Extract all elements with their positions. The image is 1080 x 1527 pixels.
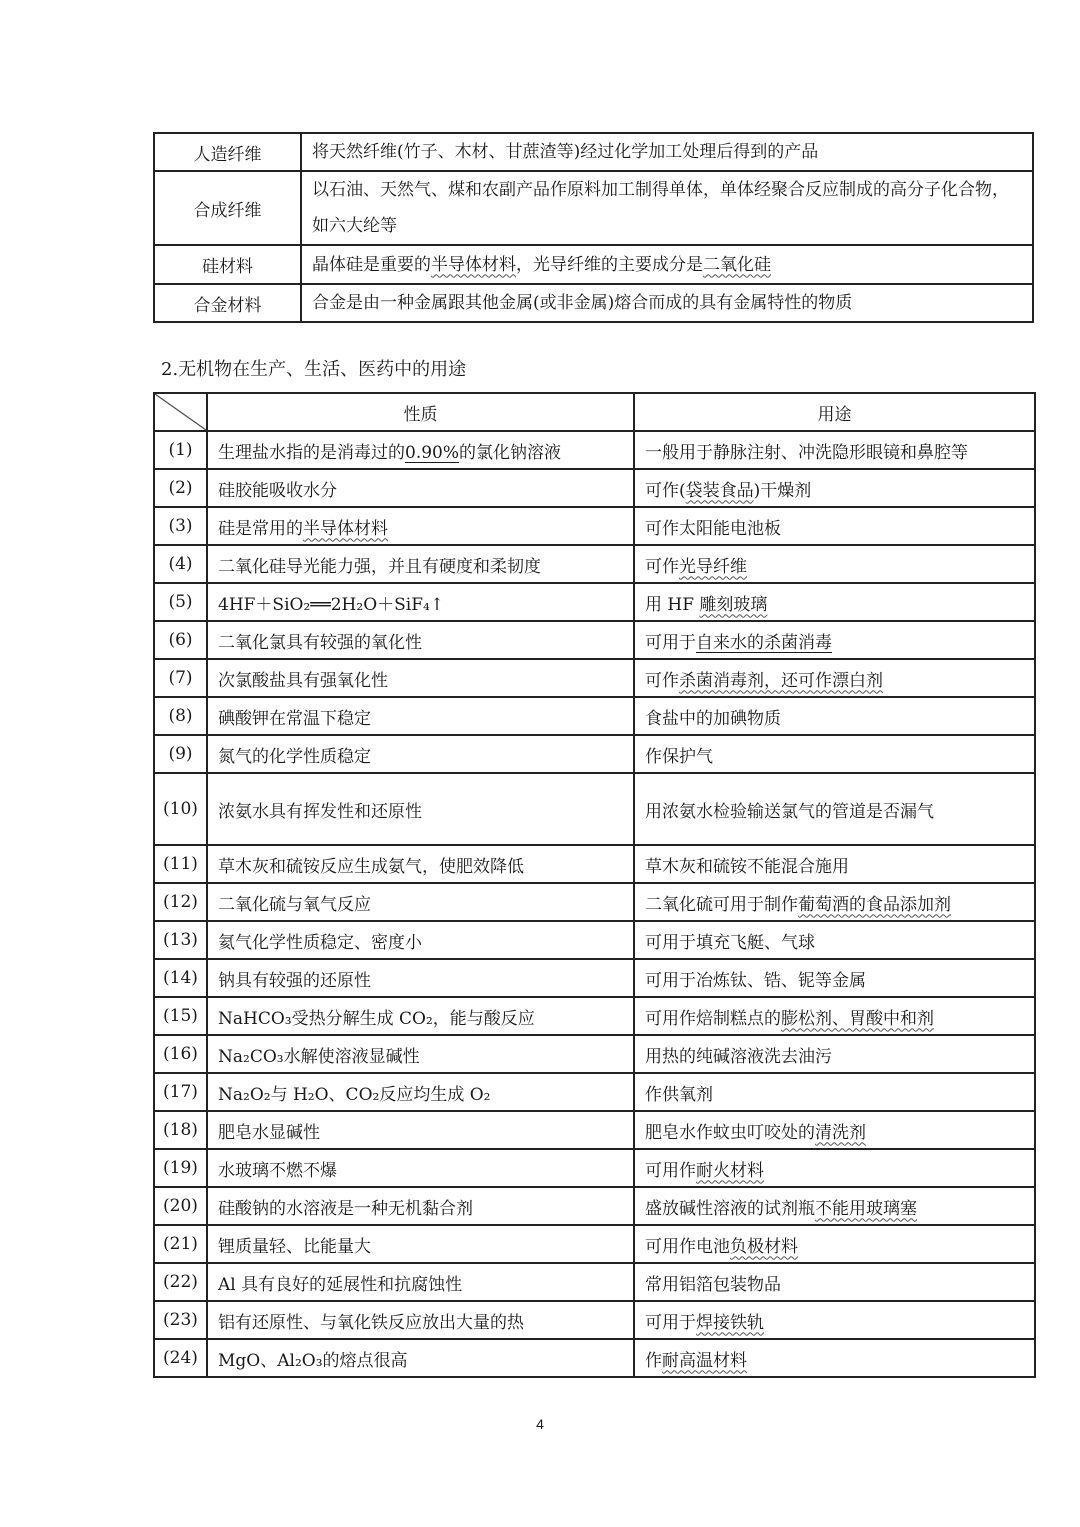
row-index: (20) xyxy=(154,1187,207,1225)
table-header-row xyxy=(154,393,1035,431)
emphasized-term: 负极材料 xyxy=(730,1236,798,1257)
table-row xyxy=(154,735,1035,773)
emphasized-term: 自来水的杀菌消毒 xyxy=(696,632,832,653)
table-row xyxy=(154,245,1033,284)
text-part: )干燥剂 xyxy=(753,480,812,501)
text-part: ，光导纤维的主要成分是 xyxy=(516,254,703,275)
page-number: 4 xyxy=(536,1416,544,1432)
row-index: (8) xyxy=(154,697,207,735)
row-index: (10) xyxy=(154,773,207,845)
table-row xyxy=(154,697,1035,735)
row-index: (15) xyxy=(154,997,207,1035)
property-cell xyxy=(207,1263,634,1301)
table-row xyxy=(154,469,1035,507)
text-part: 作供氧剂 xyxy=(645,1084,713,1105)
row-index: (13) xyxy=(154,921,207,959)
property-cell xyxy=(207,845,634,883)
text-part: 可用作焙制糕点的 xyxy=(645,1008,781,1029)
text-part: 可用于冶炼钛、锆、铌等金属 xyxy=(645,970,866,991)
property-cell xyxy=(207,507,634,545)
text-part: 二氧化硫与氧气反应 xyxy=(218,894,371,915)
use-cell xyxy=(634,1111,1035,1149)
emphasized-term: 耐高温材料 xyxy=(662,1350,747,1371)
property-cell xyxy=(207,621,634,659)
emphasized-term: 杀菌消毒剂，还可作漂白剂 xyxy=(679,670,883,691)
emphasized-term: 膨松剂、胃酸中和剂 xyxy=(781,1008,934,1029)
text-part: 硅胶能吸收水分 xyxy=(218,480,337,501)
row-index: (6) xyxy=(154,621,207,659)
property-cell xyxy=(207,997,634,1035)
property-cell xyxy=(207,773,634,845)
property-cell xyxy=(207,659,634,697)
table-row xyxy=(154,284,1033,322)
materials-table xyxy=(153,132,1034,323)
row-index: (11) xyxy=(154,845,207,883)
table-row xyxy=(154,959,1035,997)
text-part: MgO、Al₂O₃的熔点很高 xyxy=(218,1350,408,1371)
text-part: 铝有还原性、与氧化铁反应放出大量的热 xyxy=(218,1312,524,1333)
use-cell xyxy=(634,469,1035,507)
text-part: 氮气的化学性质稳定 xyxy=(218,746,371,767)
use-cell xyxy=(634,583,1035,621)
use-cell xyxy=(634,1035,1035,1073)
text-part: 二氧化硅导光能力强，并且有硬度和柔韧度 xyxy=(218,556,541,577)
text-part: 肥皂水显碱性 xyxy=(218,1122,320,1143)
text-part: 二氧化氯具有较强的氧化性 xyxy=(218,632,422,653)
use-cell xyxy=(634,883,1035,921)
text-part: 锂质量轻、比能量大 xyxy=(218,1236,371,1257)
term-cell: 人造纤维 xyxy=(154,133,301,171)
diagonal-header-cell xyxy=(154,393,207,431)
row-index: (16) xyxy=(154,1035,207,1073)
uses-table xyxy=(153,392,1036,1378)
property-cell xyxy=(207,735,634,773)
use-cell xyxy=(634,621,1035,659)
text-part: 草木灰和硫铵不能混合施用 xyxy=(645,856,849,877)
row-index: (22) xyxy=(154,1263,207,1301)
text-part: 生理盐水指的是消毒过的 xyxy=(218,442,405,463)
table-row xyxy=(154,133,1033,171)
use-cell xyxy=(634,921,1035,959)
property-cell xyxy=(207,1339,634,1377)
property-cell xyxy=(207,1111,634,1149)
text-part: 用热的纯碱溶液洗去油污 xyxy=(645,1046,832,1067)
text-part: 浓氨水具有挥发性和还原性 xyxy=(218,801,422,822)
text-part: NaHCO₃受热分解生成 CO₂，能与酸反应 xyxy=(218,1008,535,1029)
use-cell xyxy=(634,735,1035,773)
row-index: (4) xyxy=(154,545,207,583)
text-part: 可作太阳能电池板 xyxy=(645,518,781,539)
use-cell xyxy=(634,959,1035,997)
property-cell xyxy=(207,1035,634,1073)
text-part: 草木灰和硫铵反应生成氨气，使肥效降低 xyxy=(218,856,524,877)
emphasized-term: 0.90% xyxy=(405,442,460,463)
text-part: 钠具有较强的还原性 xyxy=(218,970,371,991)
property-cell xyxy=(207,959,634,997)
table-row xyxy=(154,659,1035,697)
table-row xyxy=(154,883,1035,921)
table-row xyxy=(154,773,1035,845)
text-part: 可作 xyxy=(645,556,679,577)
table-row xyxy=(154,507,1035,545)
table-row xyxy=(154,1187,1035,1225)
row-index: (21) xyxy=(154,1225,207,1263)
text-part: 次氯酸盐具有强氧化性 xyxy=(218,670,388,691)
property-cell xyxy=(207,1225,634,1263)
emphasized-term: 二氧化硅 xyxy=(703,254,771,275)
use-cell xyxy=(634,1149,1035,1187)
row-index: (19) xyxy=(154,1149,207,1187)
use-cell xyxy=(634,431,1035,469)
use-cell xyxy=(634,1187,1035,1225)
text-part: 食盐中的加碘物质 xyxy=(645,708,781,729)
text-part: 晶体硅是重要的 xyxy=(312,254,431,275)
use-cell xyxy=(634,659,1035,697)
table-row xyxy=(154,431,1035,469)
property-header: 性质 xyxy=(207,393,634,431)
text-part: 可用于 xyxy=(645,632,696,653)
table-row xyxy=(154,845,1035,883)
emphasized-term: 光导纤维 xyxy=(679,556,747,577)
emphasized-term: 耐火材料 xyxy=(696,1160,764,1181)
text-part: 可用作电池 xyxy=(645,1236,730,1257)
row-index: (9) xyxy=(154,735,207,773)
use-cell xyxy=(634,773,1035,845)
text-part: 硅是常用的 xyxy=(218,518,303,539)
emphasized-term: 袋装食品 xyxy=(685,480,754,501)
row-index: (23) xyxy=(154,1301,207,1339)
use-cell xyxy=(634,545,1035,583)
text-part: 可作 xyxy=(645,670,679,691)
row-index: (1) xyxy=(154,431,207,469)
text-part: 作保护气 xyxy=(645,746,713,767)
table-row xyxy=(154,921,1035,959)
emphasized-term: 葡萄酒的食品添加剂 xyxy=(798,894,951,915)
text-part: 肥皂水作蚊虫叮咬处的 xyxy=(645,1122,815,1143)
use-cell xyxy=(634,507,1035,545)
property-cell xyxy=(207,883,634,921)
emphasized-term: 清洗剂 xyxy=(815,1122,866,1143)
text-part: 一般用于静脉注射、冲洗隐形眼镜和鼻腔等 xyxy=(645,442,968,463)
text-part: 水玻璃不燃不爆 xyxy=(218,1160,337,1181)
property-cell xyxy=(207,545,634,583)
emphasized-term: 半导体材料 xyxy=(431,254,516,275)
table-row xyxy=(154,1073,1035,1111)
use-cell xyxy=(634,1225,1035,1263)
use-cell xyxy=(634,1263,1035,1301)
table-row xyxy=(154,1035,1035,1073)
property-cell xyxy=(207,583,634,621)
emphasized-term: 不能用玻璃塞 xyxy=(815,1198,917,1219)
property-cell xyxy=(207,1149,634,1187)
property-cell xyxy=(207,1301,634,1339)
text-part: 4HF＋SiO₂══2H₂O＋SiF₄↑ xyxy=(218,594,445,615)
use-cell xyxy=(634,1073,1035,1111)
row-index: (14) xyxy=(154,959,207,997)
emphasized-term: 焊接铁轨 xyxy=(696,1312,764,1333)
section-heading: 2.无机物在生产、生活、医药中的用途 xyxy=(161,359,467,380)
text-part: 二氧化硫可用于制作 xyxy=(645,894,798,915)
row-index: (7) xyxy=(154,659,207,697)
use-cell xyxy=(634,997,1035,1035)
table-row xyxy=(154,1339,1035,1377)
property-cell xyxy=(207,1187,634,1225)
property-cell xyxy=(207,469,634,507)
property-cell xyxy=(207,431,634,469)
property-cell xyxy=(207,921,634,959)
text-part: 碘酸钾在常温下稳定 xyxy=(218,708,371,729)
row-index: (17) xyxy=(154,1073,207,1111)
use-cell xyxy=(634,697,1035,735)
text-part: Al 具有良好的延展性和抗腐蚀性 xyxy=(218,1274,463,1295)
use-cell xyxy=(634,845,1035,883)
use-cell xyxy=(634,1339,1035,1377)
text-part: 可作( xyxy=(645,480,686,501)
text-part: 作 xyxy=(645,1350,662,1371)
text-part: 可用于填充飞艇、气球 xyxy=(645,932,815,953)
property-cell xyxy=(207,1073,634,1111)
description-cell: 以石油、天然气、煤和农副产品作原料加工制得单体，单体经聚合反应制成的高分子化合物，如六大纶等 xyxy=(301,171,1033,245)
row-index: (3) xyxy=(154,507,207,545)
row-index: (18) xyxy=(154,1111,207,1149)
table-row xyxy=(154,545,1035,583)
row-index: (24) xyxy=(154,1339,207,1377)
emphasized-term: 半导体材料 xyxy=(303,518,388,539)
use-cell xyxy=(634,1301,1035,1339)
row-index: (12) xyxy=(154,883,207,921)
emphasized-term: 雕刻玻璃 xyxy=(699,594,768,615)
row-index: (5) xyxy=(154,583,207,621)
text-part: 盛放碱性溶液的试剂瓶 xyxy=(645,1198,815,1219)
term-cell: 合金材料 xyxy=(154,284,301,322)
text-part: Na₂O₂与 H₂O、CO₂反应均生成 O₂ xyxy=(218,1084,491,1105)
description-cell xyxy=(301,245,1033,284)
table-row xyxy=(154,1225,1035,1263)
description-cell: 合金是由一种金属跟其他金属(或非金属)熔合而成的具有金属特性的物质 xyxy=(301,284,1033,322)
table-row xyxy=(154,171,1033,245)
table-row xyxy=(154,1301,1035,1339)
term-cell: 硅材料 xyxy=(154,245,301,284)
text-part: 可用于 xyxy=(645,1312,696,1333)
table-row xyxy=(154,1149,1035,1187)
table-row xyxy=(154,1263,1035,1301)
use-header: 用途 xyxy=(634,393,1035,431)
text-part: Na₂CO₃水解使溶液显碱性 xyxy=(218,1046,420,1067)
row-index: (2) xyxy=(154,469,207,507)
property-cell xyxy=(207,697,634,735)
text-part: 氦气化学性质稳定、密度小 xyxy=(218,932,422,953)
text-part: 的氯化钠溶液 xyxy=(459,442,562,463)
table-row xyxy=(154,621,1035,659)
table-row xyxy=(154,1111,1035,1149)
table-row xyxy=(154,997,1035,1035)
text-part: 可用作 xyxy=(645,1160,696,1181)
text-part: 常用铝箔包装物品 xyxy=(645,1274,781,1295)
description-cell: 将天然纤维(竹子、木材、甘蔗渣等)经过化学加工处理后得到的产品 xyxy=(301,133,1033,171)
text-part: 用浓氨水检验输送氯气的管道是否漏气 xyxy=(645,801,934,822)
text-part: 用 HF xyxy=(645,594,700,615)
text-part: 硅酸钠的水溶液是一种无机黏合剂 xyxy=(218,1198,473,1219)
term-cell: 合成纤维 xyxy=(154,171,301,245)
table-row xyxy=(154,583,1035,621)
